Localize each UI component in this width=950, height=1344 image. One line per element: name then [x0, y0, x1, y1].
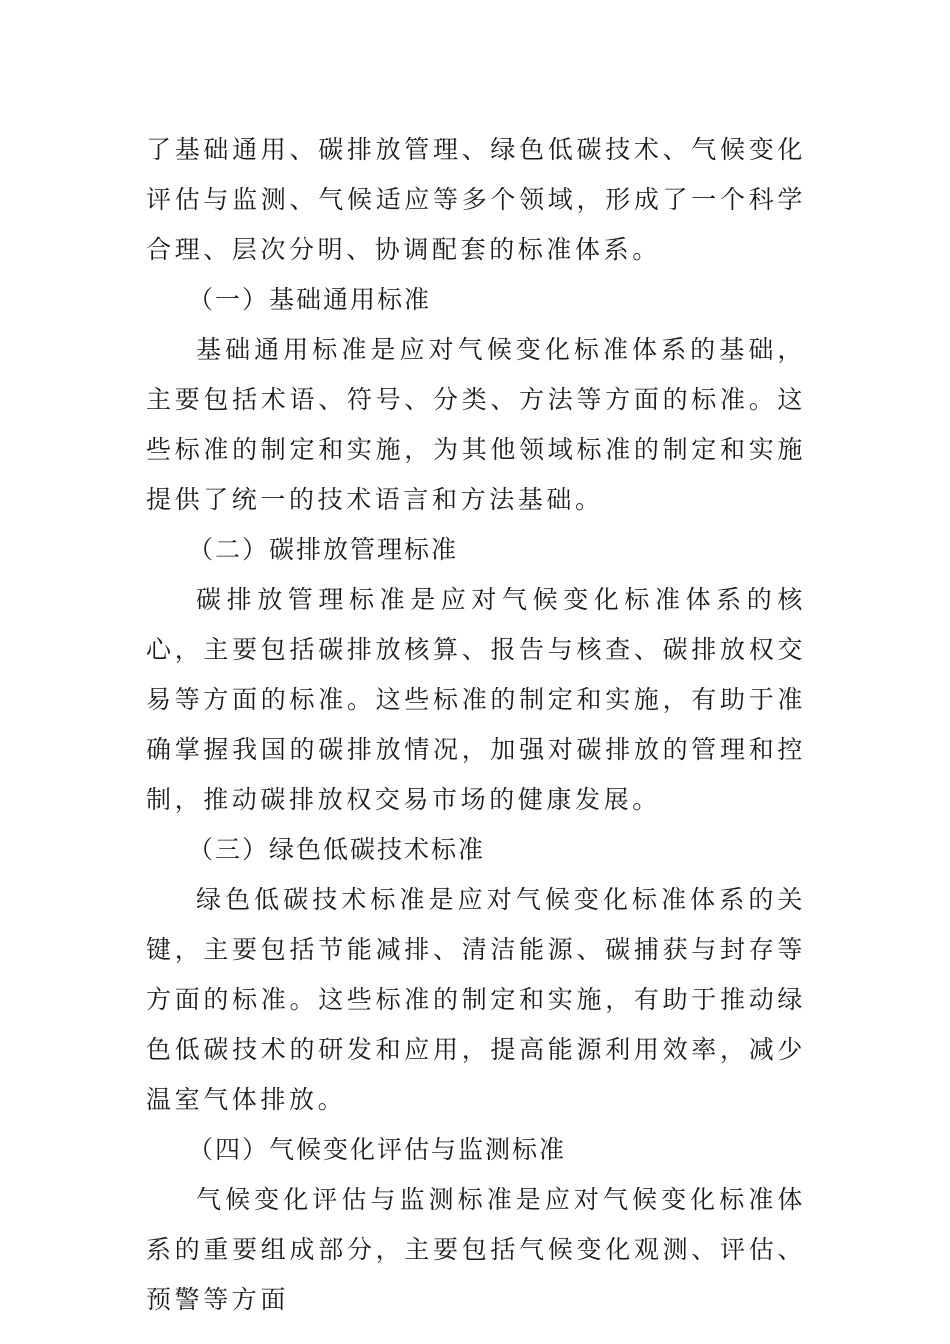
section-heading-1: （一）基础通用标准 [188, 285, 432, 314]
paragraph-climate-assessment: 气候变化评估与监测标准是应对气候变化标准体系的重要组成部分，主要包括气候变化观测、评估、预警等方面 [146, 1185, 806, 1314]
paragraph-carbon-emission: 碳排放管理标准是应对气候变化标准体系的核心，主要包括碳排放核算、报告与核查、碳排放权交易等方面的标准。这些标准的制定和实施，有助于准确掌握我国的碳排放情况，加强对碳排放的管理和控制，推动碳排放权交易市场的健康发展。 [146, 585, 806, 814]
document-body [146, 125, 806, 1325]
paragraph-green-low-carbon: 绿色低碳技术标准是应对气候变化标准体系的关键，主要包括节能减排、清洁能源、碳捕获与封存等方面的标准。这些标准的制定和实施，有助于推动绿色低碳技术的研发和应用，提高能源利用效率，减少温室气体排放。 [146, 885, 806, 1114]
section-heading-4: （四）气候变化评估与监测标准 [188, 1135, 567, 1164]
paragraph-continued: 了基础通用、碳排放管理、绿色低碳技术、气候变化评估与监测、气候适应等多个领域，形成了一个科学合理、层次分明、协调配套的标准体系。 [146, 135, 806, 264]
section-heading-3: （三）绿色低碳技术标准 [188, 835, 486, 864]
section-heading-2: （二）碳排放管理标准 [188, 535, 459, 564]
paragraph-basic-standards: 基础通用标准是应对气候变化标准体系的基础，主要包括术语、符号、分类、方法等方面的标准。这些标准的制定和实施，为其他领域标准的制定和实施提供了统一的技术语言和方法基础。 [146, 335, 806, 514]
